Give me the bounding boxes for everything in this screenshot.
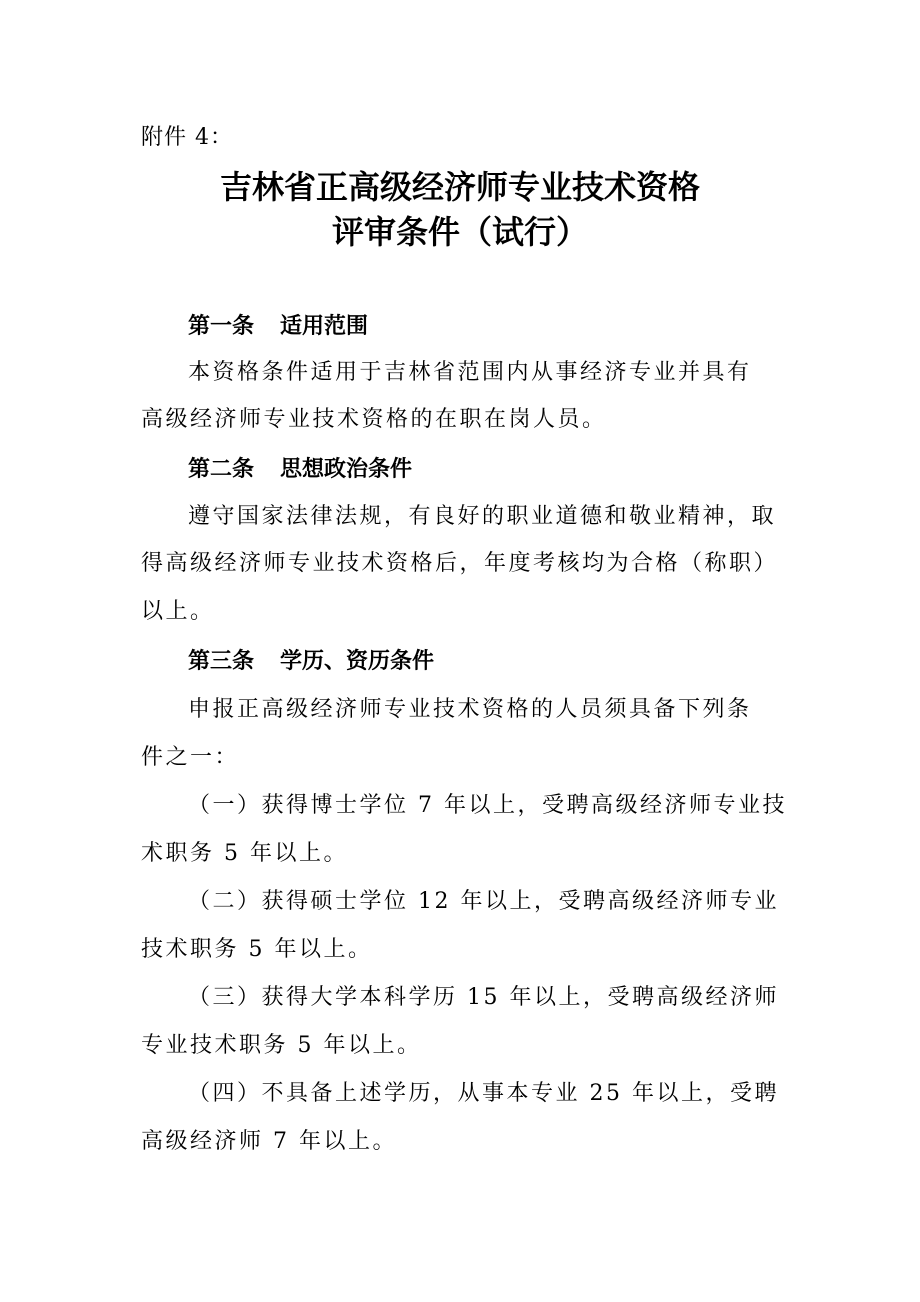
document-title-line-2: 评审条件（试行）: [331, 213, 588, 251]
list-item-3-line-1: （三）获得大学本科学历 15 年以上，受聘高级经济师: [188, 985, 779, 1010]
list-item-1-line-2: 术职务 5 年以上。: [141, 841, 348, 866]
paragraph-line: 件之一：: [141, 745, 240, 770]
paragraph-line: 得高级经济师专业技术资格后，年度考核均为合格（称职）: [141, 551, 779, 576]
paragraph-line: 本资格条件适用于吉林省范围内从事经济专业并具有: [188, 360, 752, 385]
list-item-2-line-2: 技术职务 5 年以上。: [141, 937, 373, 962]
article-3-number: 第三条: [188, 649, 255, 674]
article-1-title: 适用范围: [280, 314, 369, 339]
article-2-title: 思想政治条件: [280, 457, 413, 482]
attachment-label: 附件 4：: [141, 125, 233, 150]
paragraph-line: 申报正高级经济师专业技术资格的人员须具备下列条: [188, 697, 752, 722]
list-item-4-line-1: （四）不具备上述学历，从事本专业 25 年以上，受聘: [188, 1081, 779, 1106]
article-2-heading: [188, 452, 412, 483]
article-2-number: 第二条: [188, 457, 255, 482]
list-item-2-line-1: （二）获得硕士学位 12 年以上，受聘高级经济师专业: [188, 889, 779, 914]
list-item-1-line-1: （一）获得博士学位 7 年以上，受聘高级经济师专业技: [188, 793, 787, 818]
paragraph-line: 高级经济师专业技术资格的在职在岗人员。: [141, 407, 607, 432]
article-1-heading: [188, 309, 368, 340]
paragraph-line: 以上。: [141, 599, 215, 624]
list-item-3-line-2: 专业技术职务 5 年以上。: [141, 1033, 422, 1058]
list-item-4-line-2: 高级经济师 7 年以上。: [141, 1129, 397, 1154]
article-1-number: 第一条: [188, 314, 255, 339]
document-title-line-1: 吉林省正高级经济师专业技术资格: [219, 168, 700, 206]
paragraph-line: 遵守国家法律法规，有良好的职业道德和敬业精神，取: [188, 504, 777, 529]
article-3-heading: [188, 644, 434, 675]
article-3-title: 学历、资历条件: [280, 649, 435, 674]
